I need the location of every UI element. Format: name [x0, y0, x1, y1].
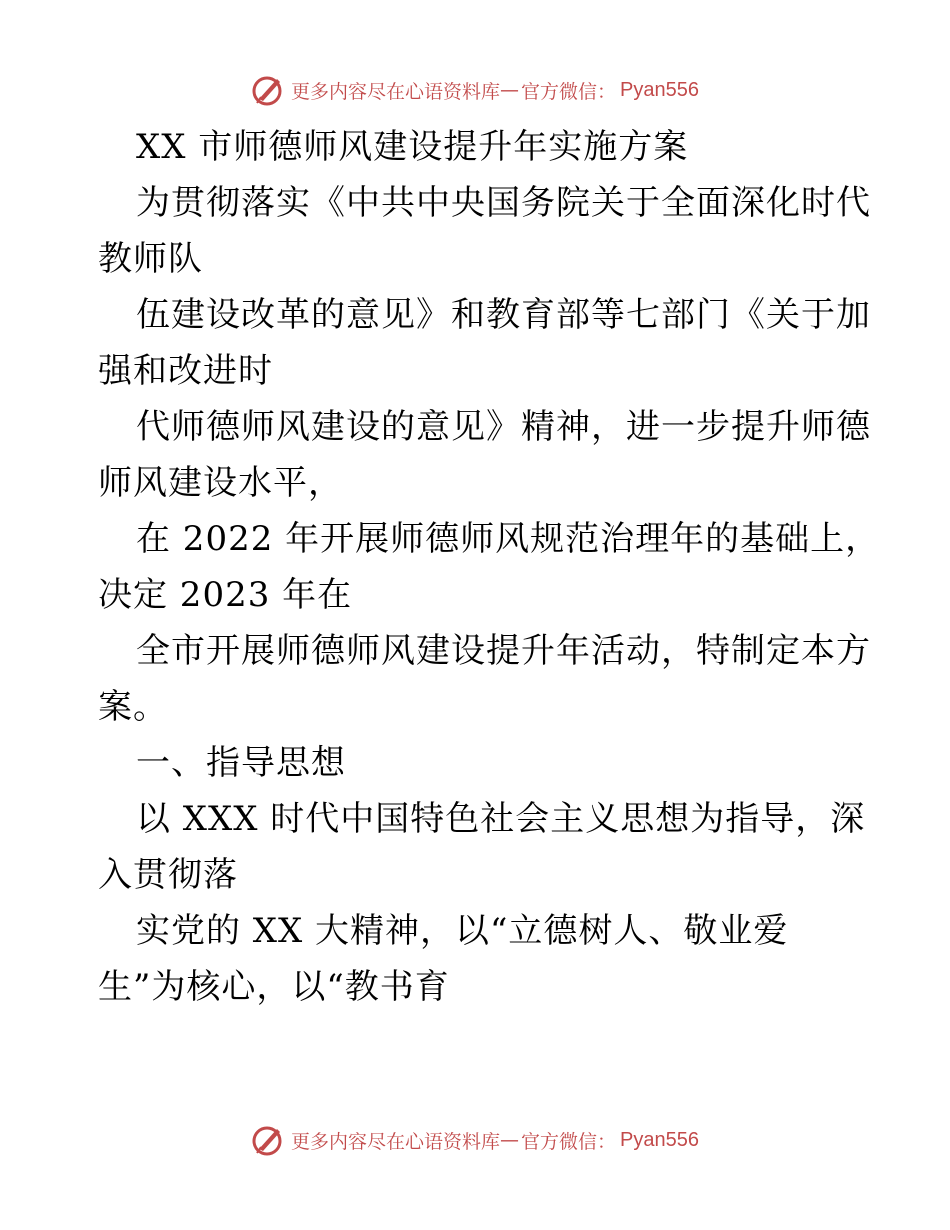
text-line: 案。 [98, 687, 168, 727]
document-title: XX 市师德师风建设提升年实施方案 [136, 127, 689, 167]
banner-text: 更多内容尽在心语资料库 [291, 1130, 501, 1153]
text-line: 实党的 XX 大精神，以“立德树人、敬业爱 [136, 911, 789, 951]
text-line: 伍建设改革的意见》和教育部等七部门《关于加 [136, 295, 871, 335]
text-line: 强和改进时 [98, 351, 273, 391]
banner-wechat-id: Pyan556 [620, 78, 699, 101]
banner-dash: — [500, 1129, 520, 1151]
footer-watermark-banner [0, 1122, 950, 1158]
text-line: 以 XXX 时代中国特色社会主义思想为指导，深 [136, 799, 866, 839]
document-body [98, 122, 881, 1013]
text-line: 代师德师风建设的意见》精神，进一步提升师德 [136, 407, 871, 447]
text-line: 在 2022 年开展师德师风规范治理年的基础上， [136, 519, 881, 559]
header-watermark-banner [0, 72, 950, 108]
banner-wechat-label: 官方微信： [521, 1130, 617, 1153]
text-line: 为贯彻落实《中共中央国务院关于全面深化时代 [136, 183, 871, 223]
text-line: 教师队 [98, 239, 203, 279]
banner-wechat-label: 官方微信： [521, 80, 617, 103]
text-line: 决定 2023 年在 [98, 575, 353, 615]
text-line: 入贯彻落 [98, 855, 238, 895]
quill-logo-icon [251, 73, 285, 107]
text-line: 生”为核心，以“教书育 [98, 967, 450, 1007]
banner-text: 更多内容尽在心语资料库 [291, 80, 501, 103]
text-line: 全市开展师德师风建设提升年活动，特制定本方 [136, 631, 871, 671]
banner-dash: — [500, 79, 520, 101]
section-heading: 一、指导思想 [136, 743, 346, 783]
quill-logo-icon [251, 1123, 285, 1157]
text-line: 师风建设水平， [98, 463, 343, 503]
banner-wechat-id: Pyan556 [620, 1128, 699, 1151]
